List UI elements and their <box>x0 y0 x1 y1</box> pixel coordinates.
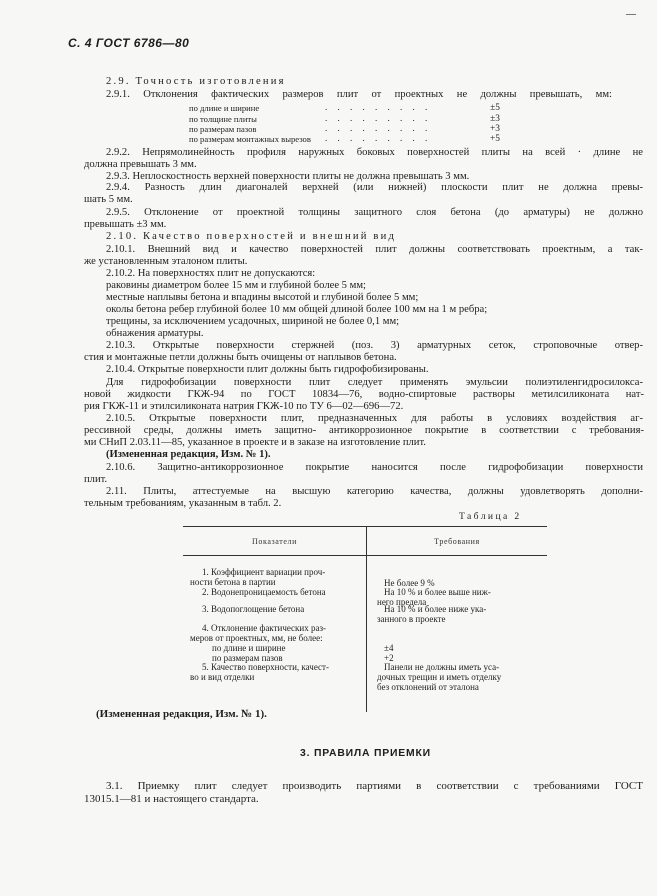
hydrophobization-paragraph-end: рия ГКЖ-11 и этилсиликоната натрия ГКЖ-10 по ТУ 6—02—696—72. <box>84 401 404 412</box>
table-cell: ±4 <box>384 643 394 653</box>
scan-mark <box>626 14 636 15</box>
table-cell: На 10 % и более ниже ука- <box>384 604 487 614</box>
table-cell: Не более 9 % <box>384 578 435 588</box>
paragraph-2-10-3: 2.10.3. Открытые поверхности стержней (поз. 3) арматурных сеток, строповочные отвер- <box>106 340 643 351</box>
table-cell: На 10 % и более выше ниж- <box>384 587 491 597</box>
paragraph-2-9-2-cont: должна превышать 3 мм. <box>84 159 197 170</box>
table-cell: 4. Отклонение фактических раз- <box>202 623 327 633</box>
paragraph-2-10-3-cont: стия и монтажные петли должны быть очищены от наплывов бетона. <box>84 352 397 363</box>
paragraph-2-10-4: 2.10.4. Открытые поверхности плит должны быть гидрофобизированы. <box>106 364 429 375</box>
paragraph-2-10-1: 2.10.1. Внешний вид и качество поверхностей плит должны соответствовать проектным, а так- <box>106 244 643 255</box>
amendment-note: (Измененная редакция, Изм. № 1). <box>96 708 267 720</box>
paragraph-2-10-2: 2.10.2. На поверхностях плит не допускаются: <box>106 268 316 279</box>
section-3-title: 3. ПРАВИЛА ПРИЕМКИ <box>300 748 431 759</box>
paragraph-2-9-3: 2.9.3. Неплоскостность верхней поверхности плиты не должна превышать 3 мм. <box>106 171 470 182</box>
defect-item: местные наплывы бетона и впадины высотой и глубиной более 5 мм; <box>106 292 419 303</box>
leader-dots: . . . . . . . . . <box>325 113 432 123</box>
section-title-2-10: 2.10. Качество поверхностей и внешний вид <box>106 231 397 242</box>
paragraph-2-9-2: 2.9.2. Непрямолинейность профиля наружных боковых поверхностей плиты на всей · длине не <box>106 147 643 158</box>
paragraph-2-9-1: 2.9.1. Отклонения фактических размеров плит от проектных не должны превышать, мм: <box>106 89 612 100</box>
page-header: С. 4 ГОСТ 6786—80 <box>68 36 190 50</box>
leader-dots: . . . . . . . . . <box>325 133 432 143</box>
table-cell: 1. Коэффициент вариации проч- <box>202 567 326 577</box>
table-cell: по размерам пазов <box>212 653 283 663</box>
paragraph-2-10-5-end: ми СНиП 2.03.11—85, указанное в проекте и в заказе на изготовление плит. <box>84 437 426 448</box>
defect-item: раковины диаметром более 15 мм и глубиной более 5 мм; <box>106 280 366 291</box>
defect-item: околы бетона ребер глубиной более 10 мм общей длиной более 100 мм на 1 м ребра; <box>106 304 488 315</box>
paragraph-2-9-5-cont: превышать ±3 мм. <box>84 219 167 230</box>
leader-dots: . . . . . . . . . <box>325 102 432 112</box>
paragraph-3-1: 3.1. Приемку плит следует производить партиями в соответствии с требованиями ГОСТ <box>106 780 643 792</box>
paragraph-2-9-4: 2.9.4. Разность длин диагоналей верхней (или нижней) плоскости плит не должна превы- <box>106 182 643 193</box>
paragraph-2-11: 2.11. Плиты, аттестуемые на высшую категорию качества, должны удовлетворять дополни- <box>106 486 643 497</box>
table-cell: во и вид отделки <box>190 672 255 682</box>
defect-item: обнажения арматуры. <box>106 328 204 339</box>
paragraph-3-1-cont: 13015.1—81 и настоящего стандарта. <box>84 793 259 805</box>
table-cell: дочных трещин и иметь отделку <box>377 672 502 682</box>
table-cell: Панели не должны иметь уса- <box>384 662 500 672</box>
deviation-label: по размерам монтажных вырезов <box>189 134 311 144</box>
amendment-note: (Измененная редакция, Изм. № 1). <box>106 449 271 460</box>
deviation-label: по толщине плиты <box>189 114 257 124</box>
paragraph-2-9-5: 2.9.5. Отклонение от проектной толщины защитного слоя бетона (до арматуры) не должно <box>106 207 643 218</box>
section-title-2-9: 2.9. Точность изготовления <box>106 76 286 87</box>
table-cell: 5. Качество поверхности, качест- <box>202 662 329 672</box>
deviation-label: по длине и ширине <box>189 103 260 113</box>
table-cell: занного в проекте <box>377 614 446 624</box>
table-cell: него предела <box>377 597 427 607</box>
table-cell: +2 <box>384 653 394 663</box>
deviation-value: ±5 <box>490 103 500 113</box>
hydrophobization-paragraph: Для гидрофобизации поверхности плит следует применять эмульсии полиэтиленгидросилокса- <box>106 377 643 388</box>
paragraph-2-10-5: 2.10.5. Открытые поверхности плит, предназначенных для работы в условиях воздействия аг- <box>106 413 643 424</box>
table-cell: без отклонений от эталона <box>377 682 479 692</box>
table-cell: ности бетона в партии <box>190 577 276 587</box>
leader-dots: . . . . . . . . . <box>325 123 432 133</box>
hydrophobization-paragraph-cont: новой жидкости ГКЖ-94 по ГОСТ 10834—76, водно-спиртовые растворы метилсиликоната нат- <box>84 389 644 400</box>
table-header-requirements: Требования <box>434 537 480 546</box>
defect-item: трещины, за исключением усадочных, шириной не более 0,1 мм; <box>106 316 400 327</box>
deviation-value: +5 <box>490 134 500 144</box>
deviation-value: ±3 <box>490 114 500 124</box>
paragraph-2-10-6-cont: плит. <box>84 474 108 485</box>
table-header-indicators: Показатели <box>252 537 297 546</box>
deviation-label: по размерам пазов <box>189 124 257 134</box>
paragraph-2-10-6: 2.10.6. Защитно-антикоррозионное покрытие наносится после гидрофобизации поверхности <box>106 462 643 473</box>
table-cell: 2. Водонепроницаемость бетона <box>202 587 326 597</box>
deviation-value: +3 <box>490 124 500 134</box>
table-cell: 3. Водопоглощение бетона <box>202 604 305 614</box>
table-cell: меров от проектных, мм, не более: <box>190 633 323 643</box>
paragraph-2-9-4-cont: шать 5 мм. <box>84 194 133 205</box>
table-cell: по длине и ширине <box>212 643 286 653</box>
paragraph-2-10-5-cont: рессивной среды, должны иметь защитно- антикоррозионное покрытие в соответствии с требования- <box>84 425 644 436</box>
paragraph-2-11-cont: тельным требованиям, указанным в табл. 2. <box>84 498 282 509</box>
paragraph-2-10-1-cont: же установленным эталоном плиты. <box>84 256 248 267</box>
table-caption: Таблица 2 <box>459 511 522 522</box>
